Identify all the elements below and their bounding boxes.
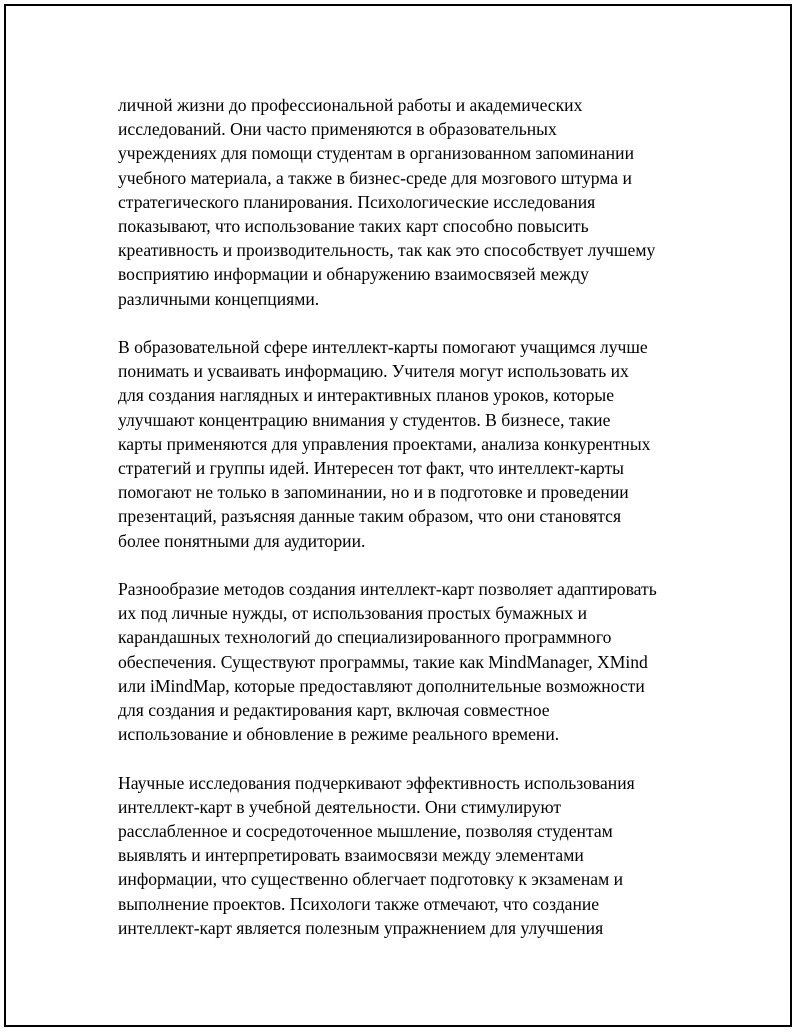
text-line: интеллект-карт является полезным упражнением для улучшения — [118, 917, 604, 938]
document-body — [118, 93, 708, 964]
text-line: креативность и производительность, так как это способствует лучшему — [118, 240, 656, 261]
text-line: обеспечения. Существуют программы, такие как MindManager, XMind — [118, 651, 648, 672]
text-line: или iMindMap, которые предоставляют дополнительные возможности — [118, 675, 645, 696]
text-line: помогают не только в запоминании, но и в подготовке и проведении — [118, 482, 629, 503]
text-line: для создания наглядных и интерактивных планов уроков, которые — [118, 385, 615, 406]
paragraph-2 — [118, 335, 708, 553]
text-line: информации, что существенно облегчает подготовку к экзаменам и — [118, 869, 624, 890]
text-line: выявлять и интерпретировать взаимосвязи между элементами — [118, 845, 584, 866]
text-line: личной жизни до профессиональной работы и академических — [118, 95, 583, 115]
text-line: для создания и редактирования карт, включая совместное — [118, 700, 550, 721]
text-line: понимать и усваивать информацию. Учителя могут использовать их — [118, 361, 629, 382]
text-line: В образовательной сфере интеллект-карты помогают учащимся лучше — [118, 337, 648, 358]
paragraph-3 — [118, 577, 708, 746]
text-line: восприятию информации и обнаружению взаимосвязей между — [118, 264, 589, 285]
text-line: стратегического планирования. Психологические исследования — [118, 191, 596, 212]
text-line: стратегий и группы идей. Интересен тот факт, что интеллект-карты — [118, 458, 624, 479]
text-line: Научные исследования подчеркивают эффективность использования — [118, 772, 635, 793]
text-line: Разнообразие методов создания интеллект-карт позволяет адаптировать — [118, 579, 657, 600]
paragraph-1 — [118, 93, 708, 311]
text-line: интеллект-карт в учебной деятельности. Они стимулируют — [118, 796, 562, 817]
text-line: их под личные нужды, от использования простых бумажных и — [118, 603, 587, 624]
text-line: более понятными для аудитории. — [118, 530, 366, 551]
text-line: учреждениях для помощи студентам в организованном запоминании — [118, 143, 634, 164]
text-line: расслабленное и сосредоточенное мышление, позволяя студентам — [118, 821, 613, 842]
text-line: различными концепциями. — [118, 288, 320, 309]
text-line: выполнение проектов. Психологи также отмечают, что создание — [118, 893, 600, 914]
text-line: улучшают концентрацию внимания у студентов. В бизнесе, такие — [118, 409, 611, 430]
text-line: показывают, что использование таких карт способно повысить — [118, 216, 589, 237]
text-line: карты применяются для управления проектами, анализа конкурентных — [118, 433, 651, 454]
paragraph-4 — [118, 771, 708, 940]
text-line: использование и обновление в режиме реального времени. — [118, 724, 560, 745]
text-line: исследований. Они часто применяются в образовательных — [118, 119, 557, 140]
text-line: презентаций, разъясняя данные таким образом, что они становятся — [118, 506, 622, 527]
text-line: учебного материала, а также в бизнес-среде для мозгового штурма и — [118, 167, 632, 188]
text-line: карандашных технологий до специализированного программного — [118, 627, 612, 648]
